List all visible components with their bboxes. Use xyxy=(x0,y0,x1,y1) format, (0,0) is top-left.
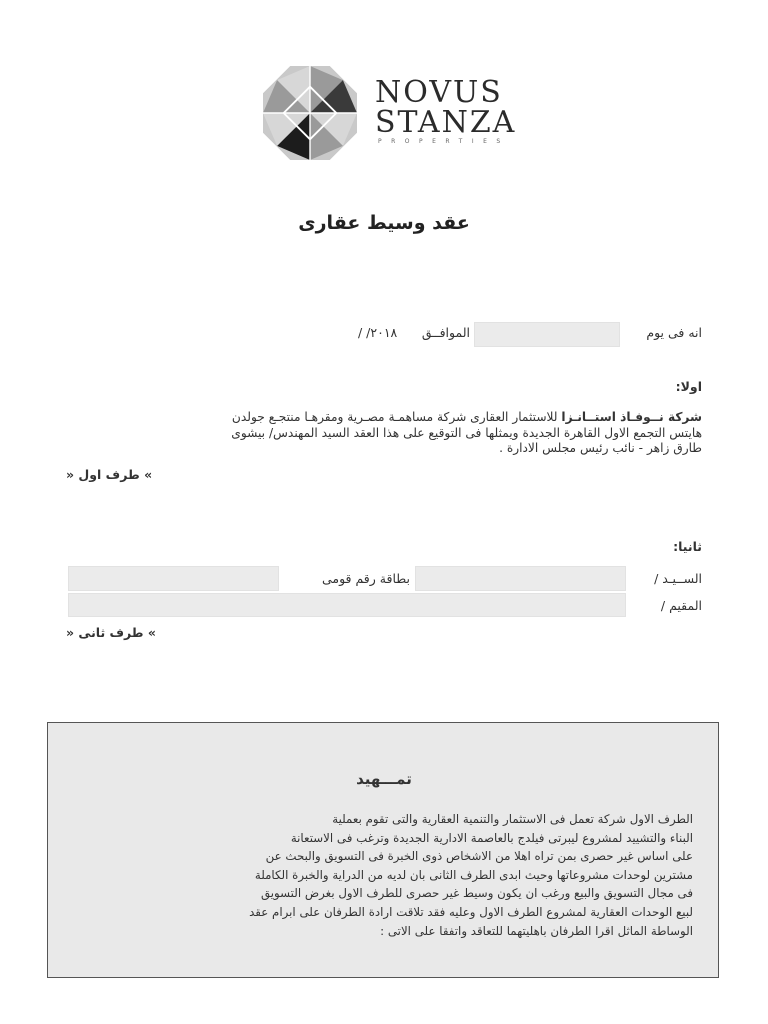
date-value: / /٢٠١٨ xyxy=(358,325,398,340)
preamble-paragraph xyxy=(75,810,693,940)
first-party-paragraph xyxy=(66,410,702,457)
first-party-line-1-rest: للاستثمار العقارى شركة مساهمـة مصـرية ومقرهـا منتجـع جولدن xyxy=(231,410,558,424)
mr-label: الســيـد / xyxy=(654,571,702,586)
name-field[interactable] xyxy=(415,566,626,591)
preamble-line: لبيع الوحدات العقارية لمشروع الطرف الاول وعليه فقد تلاقت ارادة الطرفان على ابرام عقد xyxy=(249,904,693,919)
first-party-line-1 xyxy=(66,410,702,426)
preamble-line: الوساطة الماثل اقرا الطرفان باهليتهما للتعاقد واتفقا على الاتى : xyxy=(380,923,693,938)
company-name: شركة نــوفـاذ استــانـزا xyxy=(561,410,702,424)
agreed-label: الموافــق xyxy=(421,325,470,340)
company-logo-mark xyxy=(263,66,357,160)
logo-word-novus: NOVUS xyxy=(375,75,503,110)
document-title: عقد وسيط عقارى xyxy=(298,212,470,234)
logo-word-properties: PROPERTIES xyxy=(378,138,510,145)
day-label: انه فى يوم xyxy=(646,325,702,340)
national-id-field[interactable] xyxy=(68,566,279,591)
preamble-line: فى مجال التسويق والبيع ورغب ان يكون وسيط غير حصرى للطرف الاول بغرض التسويق xyxy=(260,886,693,901)
preamble-line: مشترين لوحدات مشروعاتها وحيث ابدى الطرف الثانى بان لديه من الدراية والخبرة الكاملة xyxy=(254,867,693,882)
preamble-line: على اساس غير حصرى بمن تراه اهلا من الاشخاص ذوى الخبرة فى التسويق والبحث عن xyxy=(265,849,693,864)
first-party-line-3: طارق زاهر - نائب رئيس مجلس الادارة . xyxy=(499,441,702,455)
first-party-line-2: هايتس التجمع الاول القاهرة الجديدة ويمثلها فى التوقيع على هذا العقد السيد المهندس/ بيشوى xyxy=(231,425,702,440)
first-party-tag: » طرف اول « xyxy=(66,467,153,482)
residence-label: المقيم / xyxy=(660,598,702,613)
preamble-line: الطرف الاول شركة تعمل فى الاستثمار والتنمية العقارية والتى تقوم بعملية xyxy=(332,812,693,826)
first-party-heading: اولا: xyxy=(675,379,702,394)
second-party-heading: ثانيا: xyxy=(673,539,702,554)
preamble-title: تمـــهيد xyxy=(356,770,412,788)
second-party-tag: » طرف ثانى « xyxy=(66,625,157,640)
residence-field[interactable] xyxy=(68,593,626,617)
preamble-line: البناء والتشييد لمشروع ليبرتى فيلدج بالعاصمة الادارية الجديدة وترغب فى الاستعانة xyxy=(290,830,693,845)
national-id-label: بطاقة رقم قومى xyxy=(321,571,410,586)
logo-word-stanza: STANZA xyxy=(375,105,517,140)
day-field[interactable] xyxy=(474,322,620,347)
